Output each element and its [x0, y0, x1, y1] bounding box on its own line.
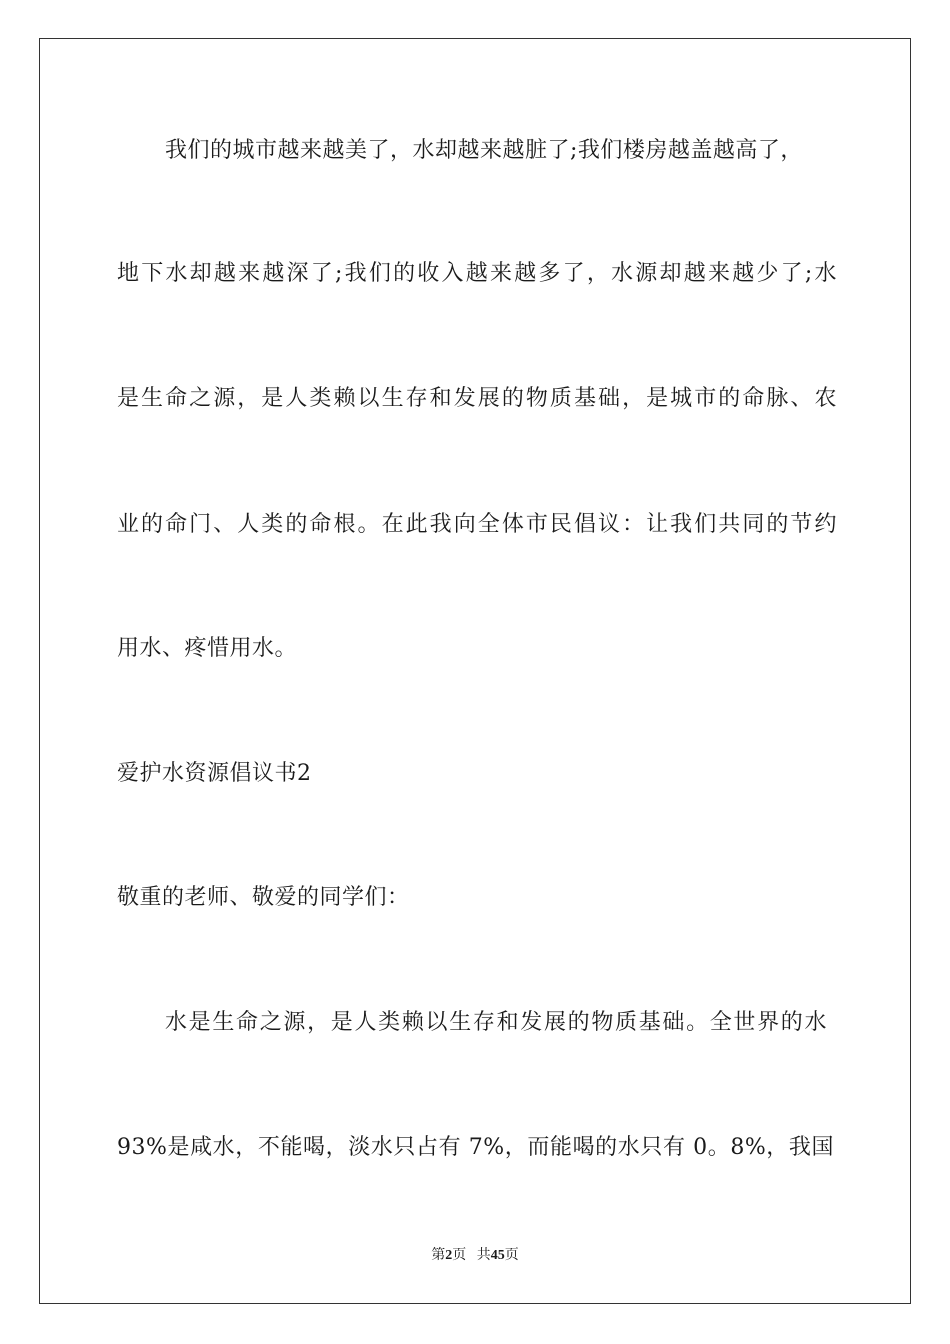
section-heading: 爱护水资源倡议书2	[117, 761, 312, 786]
current-page-number: 2	[445, 1248, 453, 1263]
paragraph-line: 水是生命之源，是人类赖以生存和发展的物质基础。全世界的水	[165, 1010, 827, 1035]
paragraph-line: 用水、疼惜用水。	[117, 636, 298, 661]
footer-total-unit: 页	[504, 1248, 519, 1263]
footer-page-unit: 页	[452, 1248, 467, 1263]
paragraph-line: 业的命门、人类的命根。在此我向全体市民倡议：让我们共同的节约	[117, 512, 837, 537]
paragraph-line: 地下水却越来越深了;我们的收入越来越多了，水源却越来越少了;水	[117, 261, 837, 286]
paragraph-line: 93%是咸水，不能喝，淡水只占有 7%，而能喝的水只有 0。8%，我国	[117, 1135, 834, 1160]
total-pages-number: 45	[490, 1248, 505, 1263]
salutation: 敬重的老师、敬爱的同学们：	[117, 885, 410, 910]
paragraph-line: 我们的城市越来越美了，水却越来越脏了;我们楼房越盖越高了，	[165, 138, 803, 163]
paragraph-line: 是生命之源，是人类赖以生存和发展的物质基础，是城市的命脉、农	[117, 386, 837, 411]
page-border	[39, 38, 911, 1304]
footer-total-prefix: 共	[476, 1248, 491, 1263]
footer-prefix: 第	[431, 1248, 446, 1263]
page-footer	[0, 1246, 950, 1266]
